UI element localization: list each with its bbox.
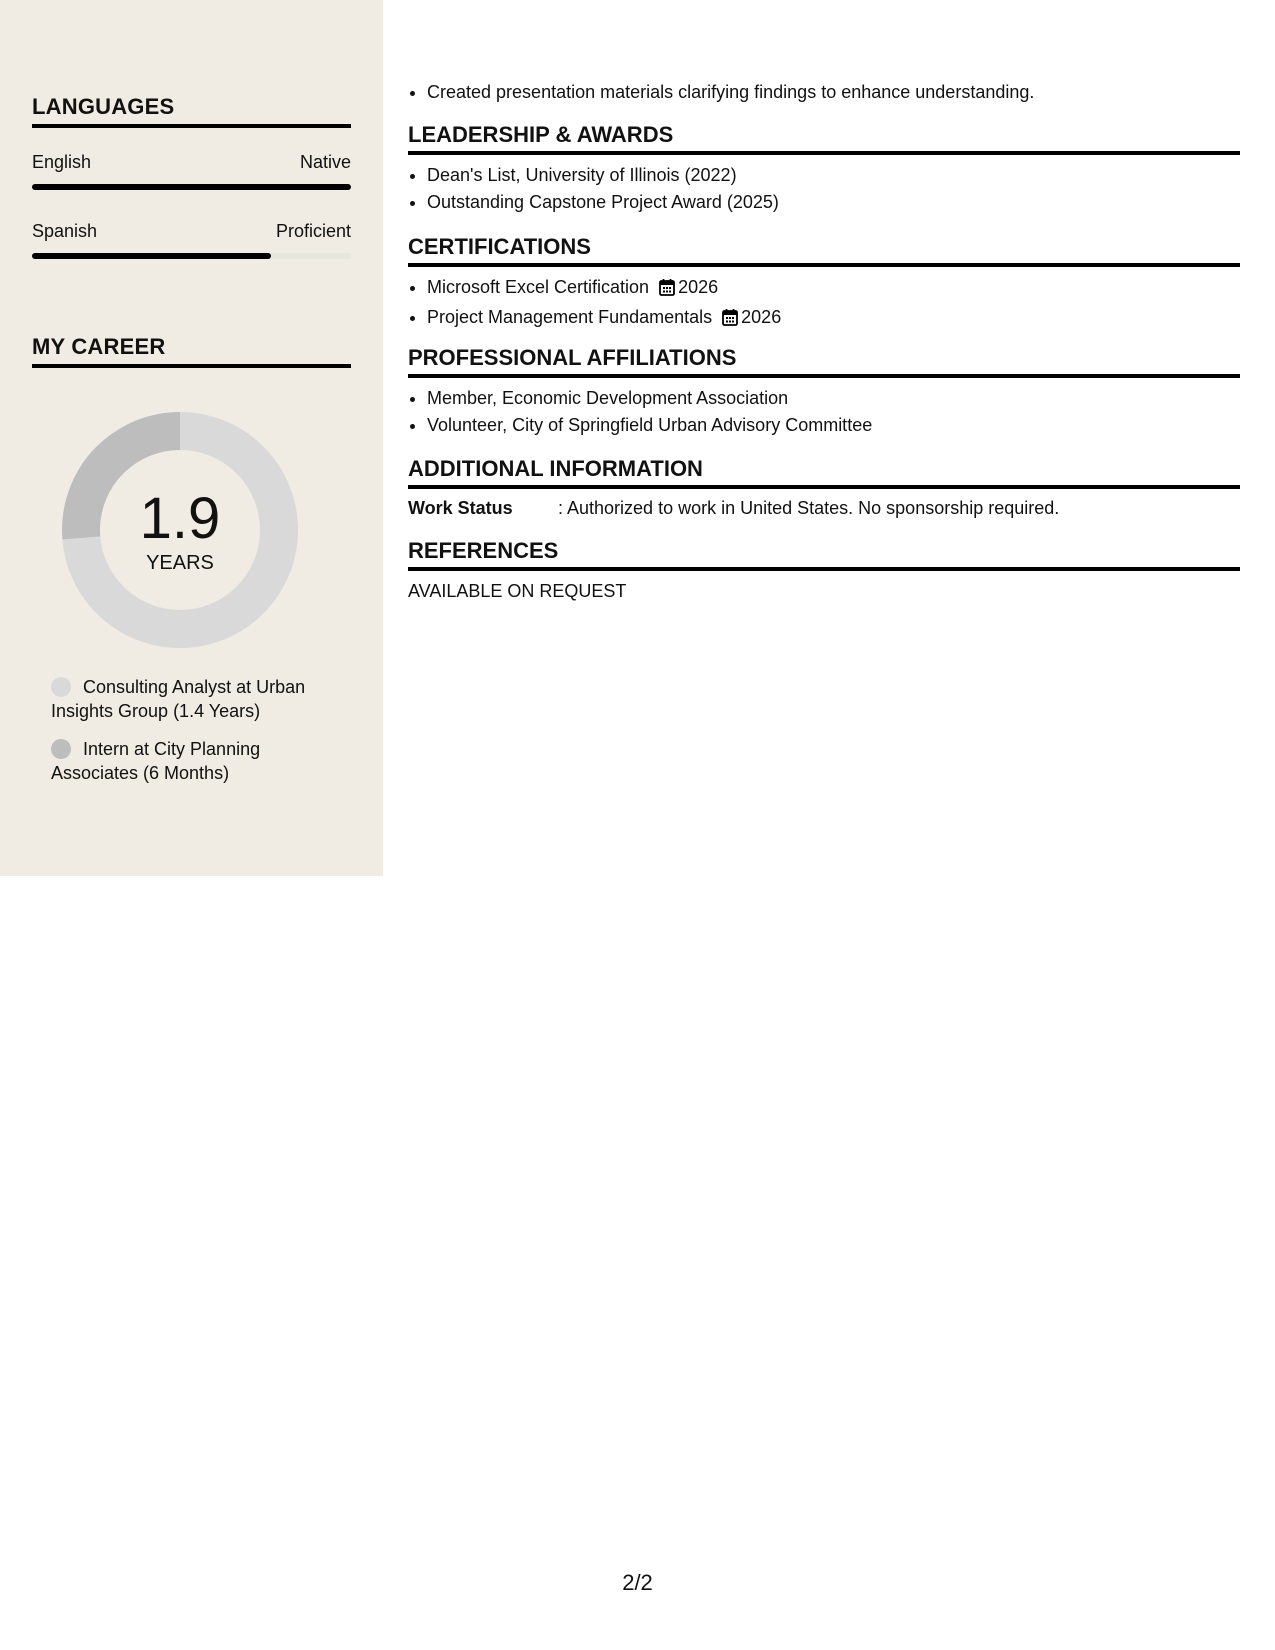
language-bar-fill [32, 253, 271, 259]
career-legend-item-2 [51, 737, 341, 785]
language-bar-fill [32, 184, 351, 190]
languages-title: LANGUAGES [32, 94, 351, 128]
experience-bullets [408, 79, 1034, 106]
list-item: • Volunteer, City of Springfield Urban Advisory Committee [427, 412, 872, 439]
list-item: • Outstanding Capstone Project Award (2025) [427, 189, 779, 216]
certifications-title: CERTIFICATIONS [408, 234, 1240, 267]
references-text: AVAILABLE ON REQUEST [408, 581, 627, 601]
work-status-label: Work Status [408, 498, 513, 518]
certifications-list [408, 274, 781, 334]
references-title: REFERENCES [408, 538, 1240, 571]
list-item: • Member, Economic Development Association [427, 385, 872, 412]
language-name: English [32, 152, 92, 172]
legend-dot [51, 739, 71, 759]
additional-info-title: ADDITIONAL INFORMATION [408, 456, 1240, 489]
affiliations-title: PROFESSIONAL AFFILIATIONS [408, 345, 1240, 378]
language-row-spanish [32, 221, 351, 242]
list-item [427, 274, 781, 304]
calendar-icon [659, 277, 675, 304]
career-unit: YEARS [146, 551, 214, 574]
career-total: 1.9 [139, 485, 221, 551]
page-number: 2/2 [622, 1570, 653, 1595]
calendar-icon [722, 307, 738, 334]
career-donut [62, 412, 298, 648]
certification-year: 2026 [741, 307, 782, 327]
certification-name: Project Management Fundamentals [427, 307, 713, 327]
language-name: Spanish [32, 221, 98, 241]
legend-label: Consulting Analyst at Urban Insights Group (1.4 Years) [51, 677, 306, 721]
language-bar-spanish [32, 253, 351, 259]
affiliations-list [408, 385, 872, 439]
list-item: • Dean's List, University of Illinois (2022) [427, 162, 779, 189]
leadership-title: LEADERSHIP & AWARDS [408, 122, 1240, 155]
career-legend-item-1 [51, 675, 341, 723]
language-level: Native [299, 152, 351, 172]
work-status-value: : Authorized to work in United States. No sponsorship required. [558, 498, 1060, 518]
legend-dot [51, 677, 71, 697]
language-row-english [32, 152, 351, 173]
career-donut-center [62, 412, 298, 648]
language-bar-english [32, 184, 351, 190]
legend-label: Intern at City Planning Associates (6 Months) [51, 739, 261, 783]
certification-year: 2026 [678, 277, 719, 297]
language-level: Proficient [275, 221, 351, 241]
list-item [427, 304, 781, 334]
certification-name: Microsoft Excel Certification [427, 277, 650, 297]
leadership-list [408, 162, 779, 216]
list-item: • Created presentation materials clarifying findings to enhance understanding. [427, 79, 1034, 106]
career-title: MY CAREER [32, 334, 351, 368]
work-status [408, 498, 1059, 519]
sidebar [0, 0, 383, 876]
